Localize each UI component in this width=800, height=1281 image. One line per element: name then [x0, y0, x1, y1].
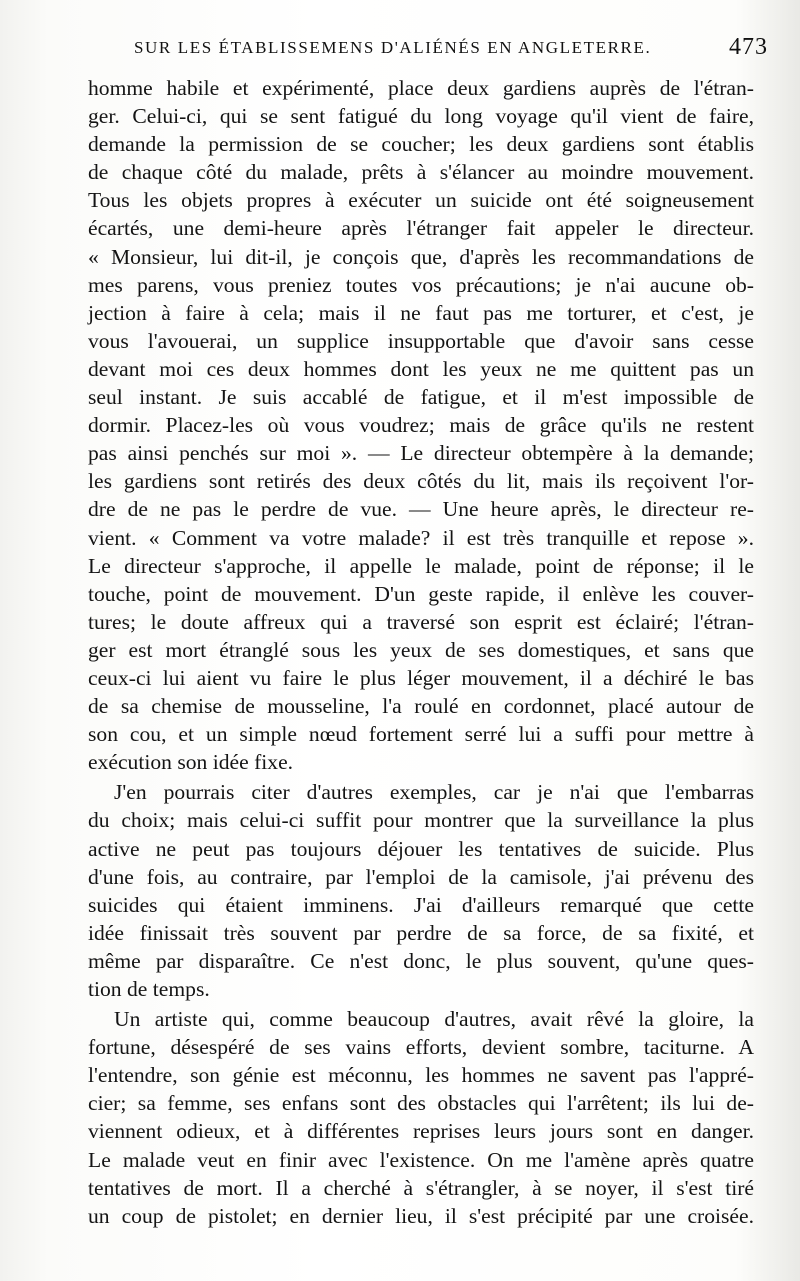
text-line: écartés, une demi-heure après l'étranger fait appeler le directeur.	[88, 216, 754, 241]
text-line: l'entendre, son génie est méconnu, les hommes ne savent pas l'appré-	[88, 1063, 754, 1088]
text-line: idée finissait très souvent par perdre de sa force, de sa fixité, et	[88, 920, 754, 945]
text-line: Le malade veut en finir avec l'existence. On me l'amène après quatre	[88, 1147, 754, 1172]
text-line: du choix; mais celui-ci suffit pour montrer que la surveillance la plus	[88, 808, 754, 833]
text-line: ceux-ci lui aient vu faire le plus léger mouvement, il a déchiré le bas	[88, 665, 754, 690]
text-line: d'une fois, au contraire, par l'emploi de la camisole, j'ai prévenu des	[88, 864, 754, 889]
text-line: dre de ne pas le perdre de vue. — Une heure après, le directeur re-	[88, 497, 754, 522]
text-line: exécution son idée fixe.	[88, 750, 294, 775]
text-line: Tous les objets propres à exécuter un suicide ont été soigneusement	[88, 188, 754, 213]
text-line: seul instant. Je suis accablé de fatigue, et il m'est impossible de	[88, 385, 754, 410]
text-line: tentatives de mort. Il a cherché à s'étrangler, à se noyer, il s'est tiré	[88, 1175, 754, 1200]
paragraph	[88, 1005, 754, 1230]
text-line: tures; le doute affreux qui a traversé son esprit est éclairé; l'étran-	[88, 609, 754, 634]
text-line: J'en pourrais citer d'autres exemples, car je n'ai que l'embarras	[114, 780, 754, 805]
text-line: pas ainsi penchés sur moi ». — Le directeur obtempère à la demande;	[88, 441, 754, 466]
text-line: active ne peut pas toujours déjouer les tentatives de suicide. Plus	[88, 836, 754, 861]
text-line: un coup de pistolet; en dernier lieu, il s'est précipité par une croisée.	[88, 1203, 754, 1228]
text-line: ger est mort étranglé sous les yeux de ses domestiques, et sans que	[88, 637, 754, 662]
page-number: 473	[729, 34, 768, 60]
body-text	[88, 74, 754, 1230]
text-line: tion de temps.	[88, 977, 210, 1001]
text-line: dormir. Placez-les où vous voudrez; mais de grâce qu'ils ne restent	[88, 413, 754, 438]
text-line: mes parens, vous preniez toutes vos précautions; je n'ai aucune ob-	[88, 272, 754, 297]
text-line: son cou, et un simple nœud fortement serré lui a suffi pour mettre à	[88, 722, 754, 747]
text-line: de sa chemise de mousseline, l'a roulé en cordonnet, placé autour de	[88, 694, 754, 719]
text-line: ger. Celui-ci, qui se sent fatigué du long voyage qu'il vient de faire,	[88, 104, 754, 129]
running-head: SUR LES ÉTABLISSEMENS D'ALIÉNÉS EN ANGLETERRE.	[134, 38, 652, 57]
text-line: suicides qui étaient imminens. J'ai d'ailleurs remarqué que cette	[88, 892, 754, 917]
text-line: fortune, désespéré de ses vains efforts, devient sombre, taciturne. A	[88, 1035, 754, 1060]
text-line: jection à faire à cela; mais il ne faut pas me torturer, et c'est, je	[88, 300, 754, 325]
text-line: homme habile et expérimenté, place deux gardiens auprès de l'étran-	[88, 76, 754, 100]
text-line: touche, point de mouvement. D'un geste rapide, il enlève les couver-	[88, 581, 754, 606]
paragraph	[88, 778, 754, 1003]
text-line: demande la permission de se coucher; les deux gardiens sont établis	[88, 132, 754, 157]
text-line: cier; sa femme, ses enfans sont des obstacles qui l'arrêtent; ils lui de-	[88, 1091, 754, 1116]
page-header	[88, 36, 768, 66]
text-line: viennent odieux, et à différentes reprises leurs jours sont en danger.	[88, 1119, 754, 1144]
text-line: de chaque côté du malade, prêts à s'élancer au moindre mouvement.	[88, 160, 754, 185]
text-line: vous l'avouerai, un supplice insupportable que d'avoir sans cesse	[88, 328, 754, 353]
text-line: même par disparaître. Ce n'est donc, le plus souvent, qu'une ques-	[88, 948, 754, 973]
text-line: « Monsieur, lui dit-il, je conçois que, d'après les recommandations de	[88, 244, 754, 269]
paragraph	[88, 74, 754, 776]
text-line: les gardiens sont retirés des deux côtés du lit, mais ils reçoivent l'or-	[88, 469, 754, 494]
text-line: Le directeur s'approche, il appelle le malade, point de réponse; il le	[88, 553, 754, 578]
text-line: Un artiste qui, comme beaucoup d'autres, avait rêvé la gloire, la	[114, 1007, 754, 1032]
text-line: vient. « Comment va votre malade? il est très tranquille et repose ».	[88, 525, 754, 550]
text-line: devant moi ces deux hommes dont les yeux ne me quittent pas un	[88, 356, 754, 381]
